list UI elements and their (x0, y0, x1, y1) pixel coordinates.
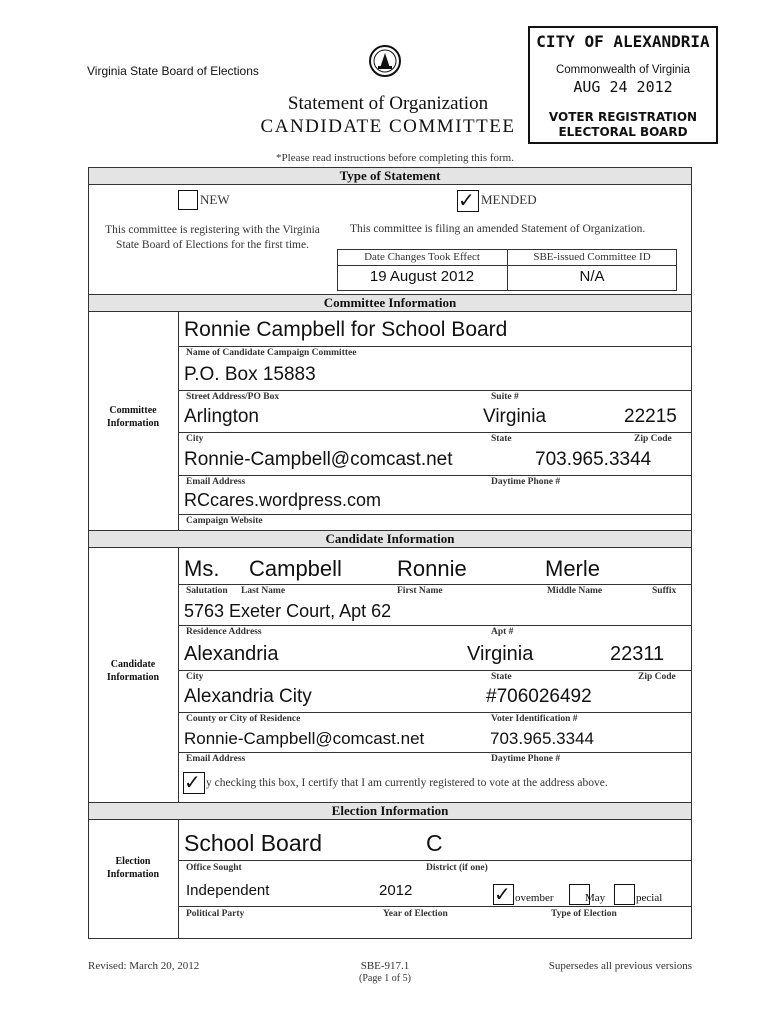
office-label: Office Sought (186, 863, 242, 873)
committee-phone-label: Daytime Phone # (491, 477, 561, 487)
election-type-label: Type of Election (551, 909, 617, 919)
special-checkbox[interactable] (614, 884, 635, 905)
november-label: ovember (515, 892, 554, 904)
special-label: pecial (636, 892, 663, 904)
received-stamp (528, 26, 718, 144)
new-description: This committee is registering with the Virginia State Board of Elections for the first time. (105, 224, 320, 251)
committee-phone-field[interactable]: 703.965.3344 (535, 449, 652, 470)
stamp-voter-registration: VOTER REGISTRATION (548, 110, 698, 124)
type-of-statement-header: Type of Statement (88, 167, 692, 185)
district-field[interactable]: C (426, 830, 443, 856)
first-name-field[interactable]: Ronnie (397, 556, 467, 581)
office-field[interactable]: School Board (184, 830, 323, 856)
middle-name-field[interactable]: Merle (545, 556, 601, 581)
last-name-label: Last Name (241, 586, 286, 596)
committee-zip-field[interactable]: 22215 (624, 406, 677, 427)
candidate-side-label: Candidate Information (106, 659, 160, 683)
year-label: Year of Election (383, 909, 448, 919)
committee-website-label: Campaign Website (186, 516, 263, 526)
committee-website-field[interactable]: RCcares.wordpress.com (184, 490, 382, 510)
party-label: Political Party (186, 909, 245, 919)
instructions-note: *Please read instructions before completing this form. (276, 152, 514, 164)
checkmark-icon: ✓ (494, 882, 511, 906)
suffix-label: Suffix (652, 586, 677, 596)
committee-suite-label: Suite # (491, 392, 519, 402)
committee-name-label: Name of Candidate Campaign Committee (186, 348, 357, 358)
new-checkbox[interactable] (178, 190, 198, 210)
committee-info-header: Committee Information (88, 294, 692, 312)
form-subtitle: CANDIDATE COMMITTEE (260, 116, 516, 137)
committee-name-field[interactable]: Ronnie Campbell for School Board (184, 318, 508, 341)
county-field[interactable]: Alexandria City (184, 686, 312, 707)
committee-state-field[interactable]: Virginia (483, 406, 547, 427)
certify-text: y checking this box, I certify that I am currently registered to vote at the address above. (206, 777, 608, 789)
agency-name: Virginia State Board of Elections (87, 64, 259, 78)
candidate-phone-field[interactable]: 703.965.3344 (490, 729, 594, 748)
candidate-city-label: City (186, 672, 204, 682)
committee-city-field[interactable]: Arlington (184, 406, 259, 427)
residence-label: Residence Address (186, 627, 262, 637)
november-checkbox[interactable] (493, 884, 514, 905)
party-field[interactable]: Independent (186, 882, 270, 899)
last-name-field[interactable]: Campbell (249, 556, 342, 581)
form-number: SBE-917.1 (360, 960, 410, 972)
committee-state-label: State (491, 434, 512, 444)
date-changes-label: Date Changes Took Effect (364, 251, 480, 263)
committee-side-label: Committee Information (106, 405, 160, 429)
election-info-header: Election Information (88, 802, 692, 820)
candidate-zip-field[interactable]: 22311 (610, 643, 665, 665)
certify-checkbox[interactable] (183, 772, 205, 794)
form-title: Statement of Organization (287, 93, 489, 114)
checkmark-icon: ✓ (184, 770, 201, 794)
new-label: NEW (200, 192, 230, 207)
state-seal-icon (368, 44, 402, 83)
committee-id-label: SBE-issued Committee ID (533, 251, 651, 263)
committee-street-field[interactable]: P.O. Box 15883 (184, 364, 316, 385)
candidate-state-field[interactable]: Virginia (467, 643, 534, 665)
amended-description: This committee is filing an amended Statement of Organization. (350, 223, 646, 235)
candidate-city-field[interactable]: Alexandria (184, 643, 279, 665)
checkmark-icon: ✓ (458, 188, 475, 212)
voter-id-field[interactable]: #706026492 (486, 686, 592, 707)
committee-city-label: City (186, 434, 204, 444)
stamp-date: AUG 24 2012 (573, 78, 673, 96)
amended-label: MENDED (481, 192, 537, 207)
first-name-label: First Name (397, 586, 443, 596)
committee-id-value[interactable]: N/A (579, 268, 605, 285)
candidate-email-label: Email Address (186, 754, 246, 764)
election-side-label: Election Information (106, 856, 160, 880)
revised-date: Revised: March 20, 2012 (88, 960, 200, 972)
committee-email-label: Email Address (186, 477, 246, 487)
stamp-commonwealth: Commonwealth of Virginia (555, 64, 691, 76)
candidate-phone-label: Daytime Phone # (491, 754, 561, 764)
may-label: May (585, 892, 606, 904)
salutation-label: Salutation (186, 586, 228, 596)
voter-id-label: Voter Identification # (491, 714, 578, 724)
middle-name-label: Middle Name (547, 586, 603, 596)
apt-label: Apt # (491, 627, 514, 637)
stamp-electoral-board: ELECTORAL BOARD (558, 125, 688, 139)
committee-zip-label: Zip Code (634, 434, 672, 444)
amended-checkbox[interactable] (457, 190, 479, 212)
committee-email-field[interactable]: Ronnie-Campbell@comcast.net (184, 449, 453, 470)
page-number: (Page 1 of 5) (359, 973, 411, 984)
county-label: County or City of Residence (186, 714, 301, 724)
candidate-zip-label: Zip Code (638, 672, 676, 682)
candidate-info-header: Candidate Information (88, 530, 692, 548)
supersedes-note: Supersedes all previous versions (548, 960, 692, 972)
committee-street-label: Street Address/PO Box (186, 392, 280, 402)
candidate-state-label: State (491, 672, 512, 682)
stamp-city: CITY OF ALEXANDRIA (536, 32, 710, 51)
salutation-field[interactable]: Ms. (184, 556, 220, 581)
candidate-email-field[interactable]: Ronnie-Campbell@comcast.net (184, 729, 425, 748)
year-field[interactable]: 2012 (379, 882, 413, 899)
date-changes-value[interactable]: 19 August 2012 (369, 268, 475, 285)
district-label: District (if one) (426, 863, 488, 873)
residence-field[interactable]: 5763 Exeter Court, Apt 62 (184, 601, 392, 621)
